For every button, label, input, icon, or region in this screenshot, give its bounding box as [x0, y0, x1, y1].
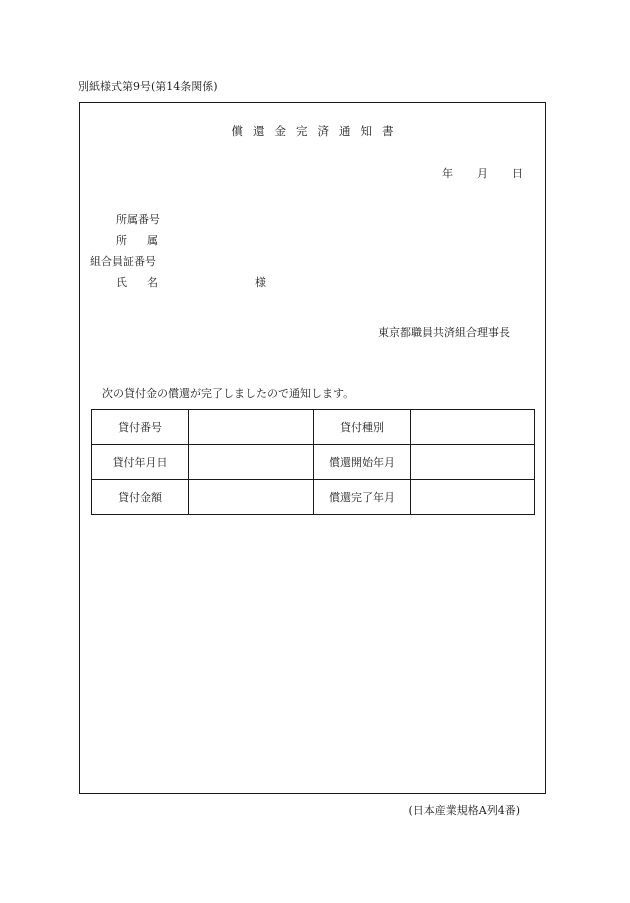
loan-info-table [91, 409, 535, 515]
form-reference: 別紙様式第9号(第14条関係) [78, 80, 218, 93]
document-frame [79, 102, 546, 794]
loan-amount-label: 貸付金額 [92, 480, 189, 515]
loan-type-label: 貸付種別 [314, 410, 411, 445]
loan-date-label: 貸付年月日 [92, 445, 189, 480]
loan-amount-field [189, 480, 314, 515]
notice-text: 次の貸付金の償還が完了しましたので通知します。 [102, 387, 355, 400]
loan-number-field [189, 410, 314, 445]
repayment-complete-label: 償還完了年月 [314, 480, 411, 515]
date-month-label: 月 [477, 167, 488, 180]
affiliation-number-label: 所属番号 [116, 213, 160, 226]
repayment-complete-field [411, 480, 535, 515]
table-row [92, 410, 535, 445]
issuer-name: 東京都職員共済組合理事長 [378, 326, 510, 339]
date-year-label: 年 [442, 167, 453, 180]
paper-size-note: (日本産業規格A列4番) [408, 804, 520, 817]
affiliation-label: 所属 [116, 234, 178, 247]
table-row [92, 480, 535, 515]
date-day-label: 日 [512, 167, 523, 180]
loan-type-field [411, 410, 535, 445]
table-row [92, 445, 535, 480]
repayment-start-field [411, 445, 535, 480]
name-label: 氏名 [116, 276, 178, 289]
loan-number-label: 貸付番号 [92, 410, 189, 445]
honorific-label: 様 [255, 276, 266, 289]
loan-date-field [189, 445, 314, 480]
repayment-start-label: 償還開始年月 [314, 445, 411, 480]
document-title: 償還金完済通知書 [231, 124, 404, 138]
member-id-label: 組合員証番号 [90, 255, 156, 268]
